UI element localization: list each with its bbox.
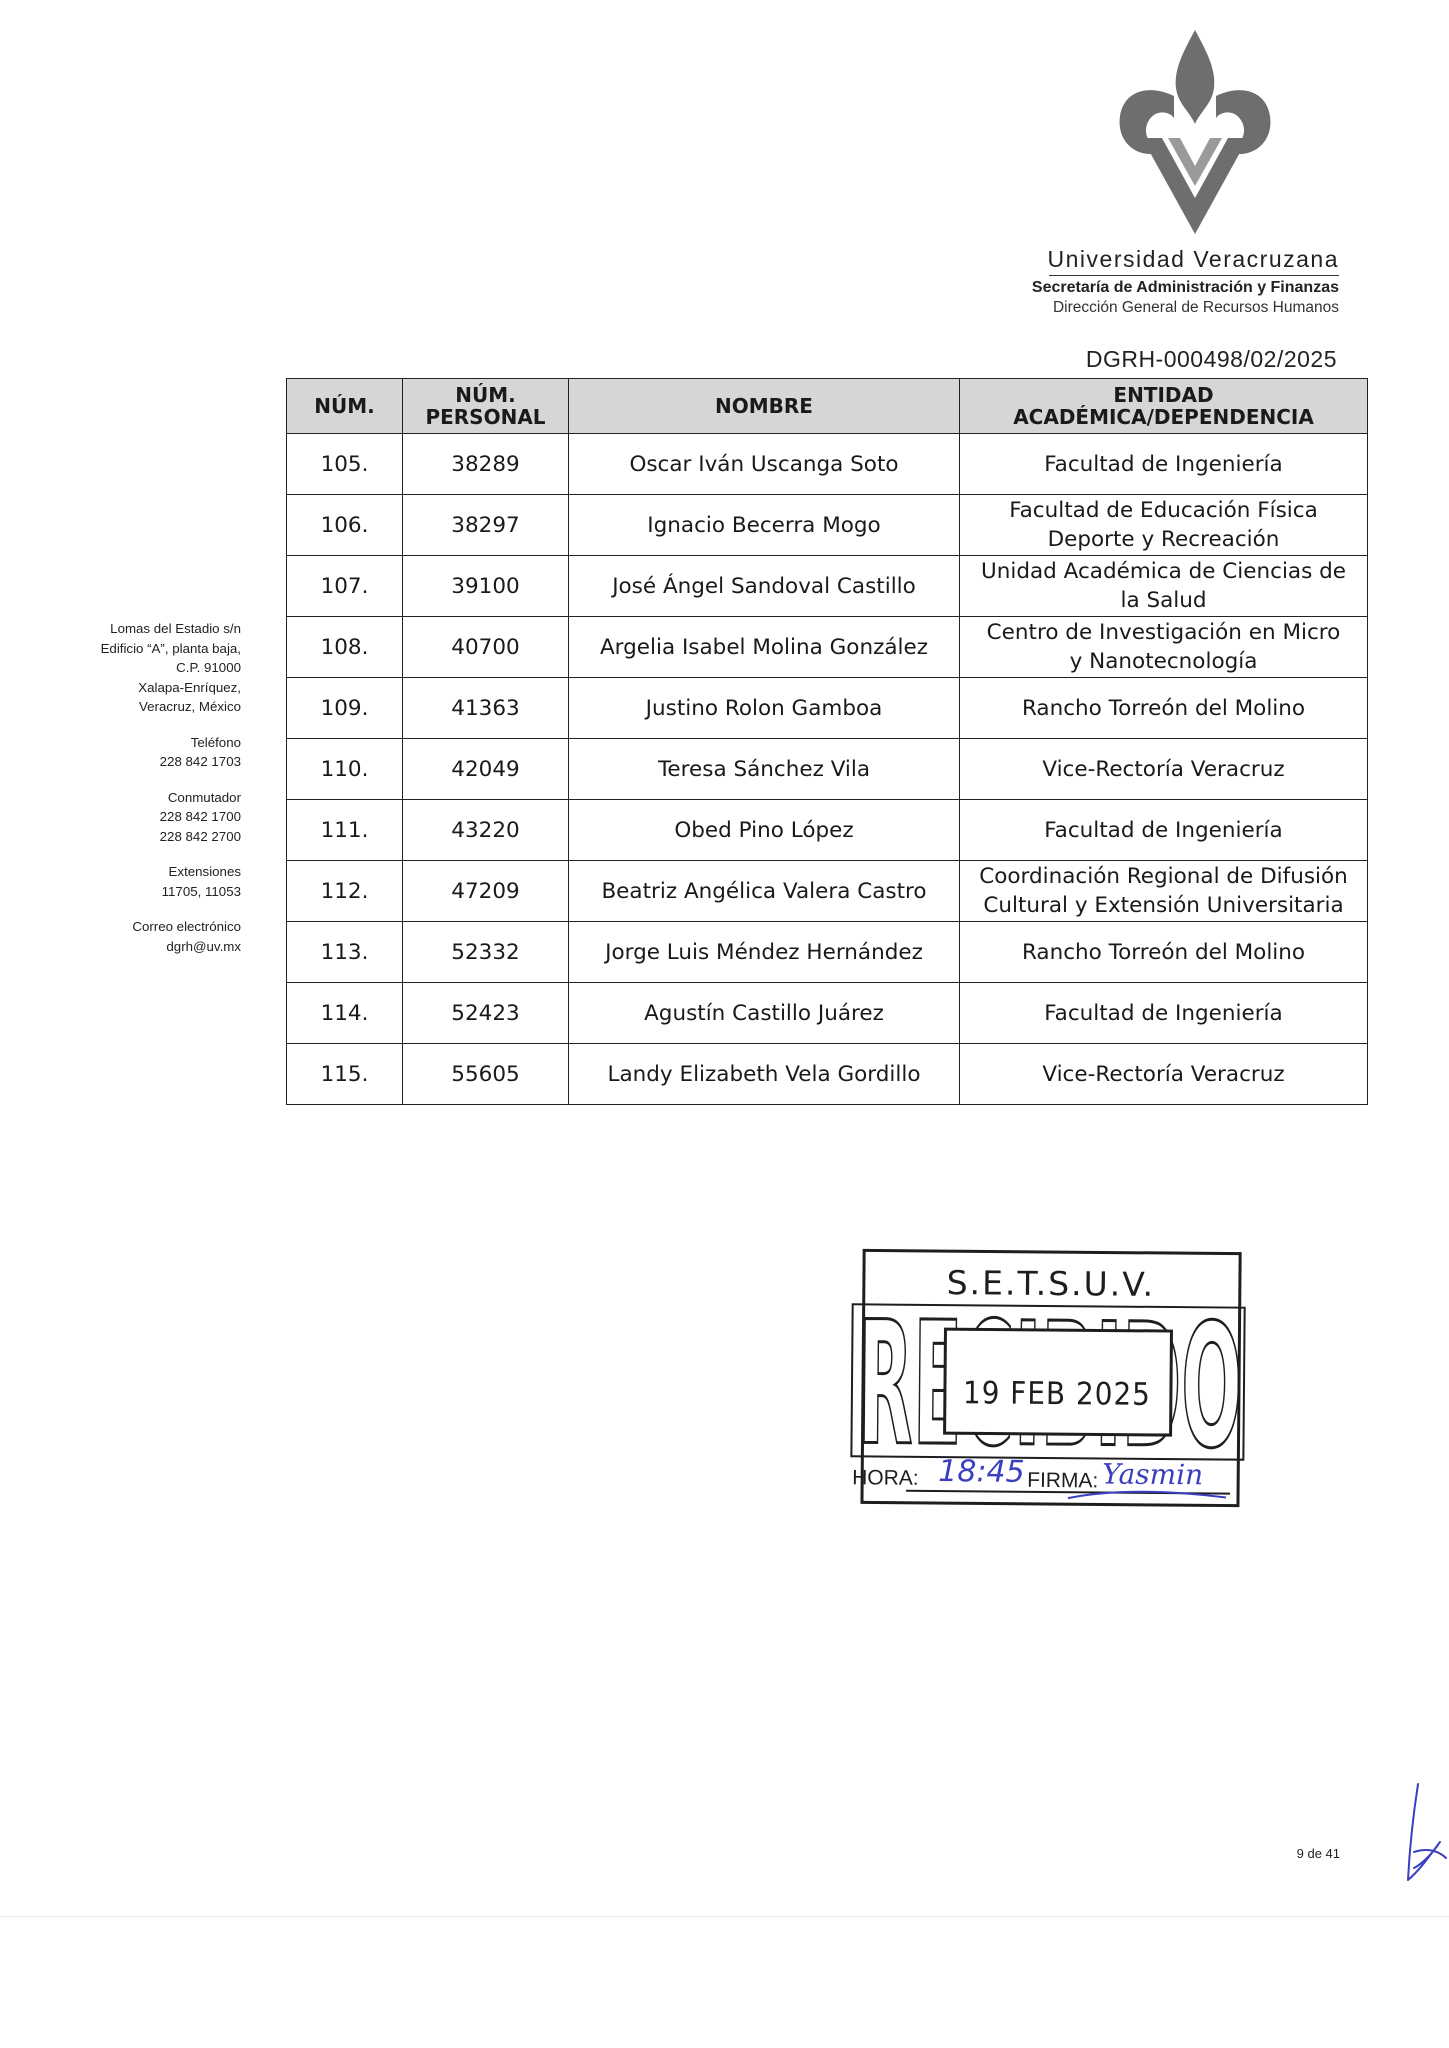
- entidad-line: y Nanotecnología: [1069, 649, 1258, 674]
- handwritten-initials-icon: [1400, 1780, 1449, 1890]
- entidad-line: Centro de Investigación en Micro: [986, 620, 1341, 645]
- cell-nombre: Beatriz Angélica Valera Castro: [569, 861, 960, 922]
- cell-num: 107.: [287, 556, 403, 617]
- cell-nombre: Agustín Castillo Juárez: [569, 983, 960, 1044]
- header-personal-line2: PERSONAL: [425, 405, 546, 429]
- header-rule: [1049, 275, 1339, 276]
- stamp-firma-label: FIRMA:: [1027, 1468, 1099, 1493]
- cell-personal: 39100: [403, 556, 569, 617]
- entidad-line: Cultural y Extensión Universitaria: [983, 893, 1344, 918]
- personnel-table: [286, 378, 1368, 1105]
- stamp-hora-label: HORA:: [852, 1466, 919, 1490]
- header-entidad: [960, 379, 1368, 434]
- document-folio: DGRH-000498/02/2025: [1085, 346, 1337, 372]
- cell-entidad: [960, 800, 1368, 861]
- cell-num: 110.: [287, 739, 403, 800]
- telefono-number: 228 842 1703: [159, 754, 241, 769]
- table-row: [287, 861, 1368, 922]
- entidad-line: Vice-Rectoría Veracruz: [1042, 756, 1285, 782]
- direccion-name: Dirección General de Recursos Humanos: [1052, 299, 1339, 316]
- cell-nombre: Oscar Iván Uscanga Soto: [569, 434, 960, 495]
- address-line: Veracruz, México: [139, 699, 241, 714]
- cell-num: 113.: [287, 922, 403, 983]
- cell-nombre: Teresa Sánchez Vila: [569, 739, 960, 800]
- cell-nombre: Obed Pino López: [569, 800, 960, 861]
- header-personal: [403, 379, 569, 434]
- cell-nombre: Landy Elizabeth Vela Gordillo: [569, 1044, 960, 1105]
- cell-num: 109.: [287, 678, 403, 739]
- entidad-line: Facultad de Ingeniería: [1044, 817, 1283, 843]
- cell-entidad: [960, 495, 1368, 556]
- address-line: Edificio “A”, planta baja,: [100, 640, 241, 656]
- entidad-line: Rancho Torreón del Molino: [1021, 695, 1306, 721]
- cell-nombre: José Ángel Sandoval Castillo: [569, 556, 960, 617]
- cell-num: 108.: [287, 617, 403, 678]
- header-nombre: NOMBRE: [569, 379, 960, 434]
- stamp-organization: S.E.T.S.U.V.: [946, 1263, 1156, 1304]
- table-row: [287, 800, 1368, 861]
- correo-label: Correo electrónico: [132, 919, 241, 934]
- cell-num: 114.: [287, 983, 403, 1044]
- telefono-block: [41, 733, 241, 772]
- university-logo: [1110, 26, 1280, 236]
- page-number: 9 de 41: [1296, 1846, 1340, 1861]
- reception-stamp: [846, 1248, 1254, 1522]
- cell-entidad: [960, 678, 1368, 739]
- contact-sidebar: [41, 619, 241, 972]
- table-body: [287, 434, 1368, 1105]
- conmutador-number: 228 842 1700: [159, 809, 241, 824]
- cell-entidad: [960, 617, 1368, 678]
- extensiones-numbers: 11705, 11053: [161, 883, 241, 899]
- cell-entidad: [960, 983, 1368, 1044]
- address-block: [41, 619, 241, 717]
- secretaria-name: Secretaría de Administración y Finanzas: [1031, 279, 1339, 296]
- cell-entidad: [960, 861, 1368, 922]
- university-name: Universidad Veracruzana: [1047, 246, 1339, 272]
- header-num: NÚM.: [287, 379, 403, 434]
- header-entidad-line2: ACADÉMICA/DEPENDENCIA: [1013, 405, 1314, 429]
- cell-nombre: Justino Rolon Gamboa: [569, 678, 960, 739]
- entidad-line: Deporte y Recreación: [1047, 527, 1280, 552]
- header-row: [287, 379, 1368, 434]
- cell-personal: 43220: [403, 800, 569, 861]
- table-header: [287, 379, 1368, 434]
- address-line: Lomas del Estadio s/n: [110, 621, 241, 636]
- table-row: [287, 678, 1368, 739]
- extensiones-block: [41, 862, 241, 901]
- header-personal-line1: NÚM.: [455, 383, 516, 407]
- cell-personal: 52423: [403, 983, 569, 1044]
- entidad-line: Facultad de Educación Física: [1009, 498, 1318, 523]
- cell-personal: 41363: [403, 678, 569, 739]
- correo-block: [41, 917, 241, 956]
- cell-entidad: [960, 434, 1368, 495]
- cell-num: 105.: [287, 434, 403, 495]
- cell-personal: 47209: [403, 861, 569, 922]
- entidad-line: Facultad de Ingeniería: [1044, 451, 1283, 477]
- telefono-label: Teléfono: [190, 734, 241, 750]
- stamp-date: 19 FEB 2025: [962, 1375, 1152, 1413]
- cell-num: 115.: [287, 1044, 403, 1105]
- cell-personal: 38289: [403, 434, 569, 495]
- entidad-line: Coordinación Regional de Difusión: [979, 864, 1348, 889]
- table-row: [287, 1044, 1368, 1105]
- table-row: [287, 556, 1368, 617]
- cell-nombre: Argelia Isabel Molina González: [569, 617, 960, 678]
- header-entidad-line1: ENTIDAD: [1113, 383, 1214, 407]
- cell-num: 112.: [287, 861, 403, 922]
- address-line: Xalapa-Enríquez,: [138, 679, 241, 695]
- conmutador-block: [41, 788, 241, 847]
- extensiones-label: Extensiones: [168, 864, 241, 879]
- table-row: [287, 495, 1368, 556]
- address-line: C.P. 91000: [176, 660, 241, 675]
- stamp-firma-value: Yasmin: [1102, 1457, 1204, 1492]
- conmutador-label: Conmutador: [167, 789, 241, 805]
- cell-personal: 38297: [403, 495, 569, 556]
- cell-nombre: Jorge Luis Méndez Hernández: [569, 922, 960, 983]
- table-row: [287, 617, 1368, 678]
- cell-num: 106.: [287, 495, 403, 556]
- bottom-divider: [0, 1916, 1449, 1917]
- cell-num: 111.: [287, 800, 403, 861]
- cell-entidad: [960, 1044, 1368, 1105]
- correo-address: dgrh@uv.mx: [166, 938, 241, 954]
- cell-personal: 52332: [403, 922, 569, 983]
- cell-nombre: Ignacio Becerra Mogo: [569, 495, 960, 556]
- conmutador-number: 228 842 2700: [159, 828, 241, 844]
- cell-entidad: [960, 922, 1368, 983]
- cell-personal: 55605: [403, 1044, 569, 1105]
- cell-personal: 40700: [403, 617, 569, 678]
- cell-personal: 42049: [403, 739, 569, 800]
- entidad-line: Vice-Rectoría Veracruz: [1042, 1061, 1285, 1087]
- table-row: [287, 922, 1368, 983]
- table-row: [287, 434, 1368, 495]
- entidad-line: la Salud: [1120, 588, 1207, 613]
- entidad-line: Facultad de Ingeniería: [1044, 1000, 1283, 1026]
- cell-entidad: [960, 556, 1368, 617]
- letterhead: [1032, 246, 1339, 317]
- table-row: [287, 739, 1368, 800]
- table-row: [287, 983, 1368, 1044]
- entidad-line: Rancho Torreón del Molino: [1021, 939, 1306, 965]
- entidad-line: Unidad Académica de Ciencias de: [980, 559, 1347, 584]
- cell-entidad: [960, 739, 1368, 800]
- stamp-hora-value: 18:45: [938, 1454, 1025, 1490]
